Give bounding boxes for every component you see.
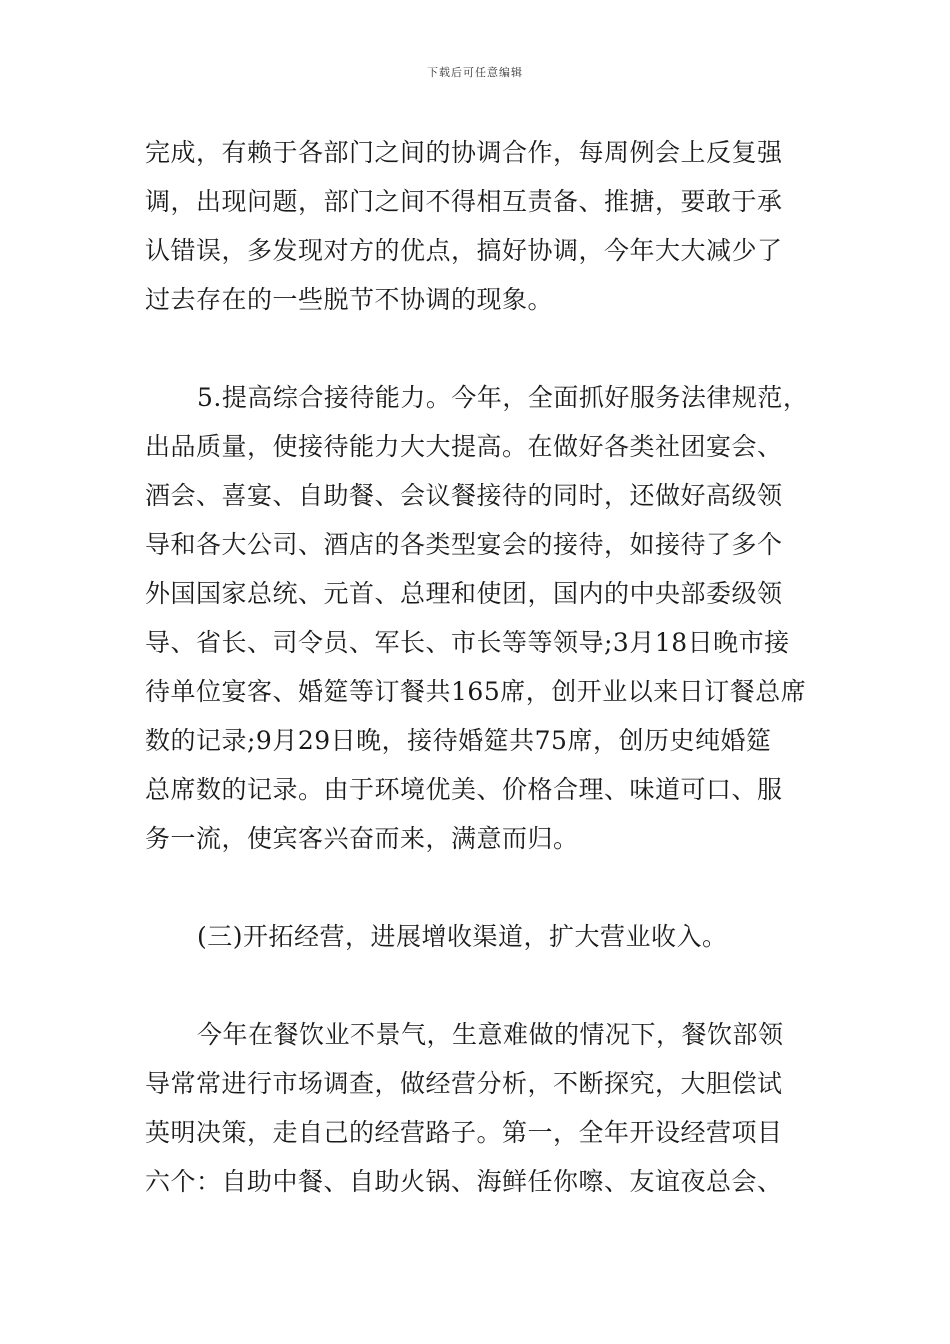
text-line: 5.提高综合接待能力。今年，全面抓好服务法律规范， — [197, 383, 809, 412]
text-line: 酒会、喜宴、自助餐、会议餐接待的同时，还做好高级领 — [145, 481, 783, 510]
section-heading-3 — [145, 912, 815, 961]
text-line: 导、省长、司令员、军长、市长等等领导;3月18日晚市接 — [145, 628, 790, 657]
document-body — [145, 128, 815, 1206]
text-line: 总席数的记录。由于环境优美、价格合理、味道可口、服 — [145, 775, 783, 804]
text-line: 六个：自助中餐、自助火锅、海鲜任你嚓、友谊夜总会、 — [145, 1167, 783, 1196]
text-line: 出品质量，使接待能力大大提高。在做好各类社团宴会、 — [145, 432, 783, 461]
page-header: 下载后可任意编辑 — [427, 66, 523, 79]
text-line: 今年在餐饮业不景气，生意难做的情况下，餐饮部领 — [197, 1020, 784, 1049]
text-line: 认错误，多发现对方的优点，搞好协调，今年大大减少了 — [145, 236, 783, 265]
paragraph-coordination — [145, 128, 815, 324]
text-line: 外国国家总统、元首、总理和使团，国内的中央部委级领 — [145, 579, 783, 608]
text-line: 数的记录;9月29日晚，接待婚筵共75席，创历史纯婚筵 — [145, 726, 772, 755]
text-line: 完成，有赖于各部门之间的协调合作，每周例会上反复强 — [145, 138, 783, 167]
paragraph-spacer — [145, 324, 815, 373]
text-line: 务一流，使宾客兴奋而来，满意而归。 — [145, 824, 579, 853]
text-line: (三)开拓经营，进展增收渠道，扩大营业收入。 — [197, 922, 728, 951]
paragraph-reception-capacity — [145, 373, 815, 863]
text-line: 导常常进行市场调查，做经营分析，不断探究，大胆偿试 — [145, 1069, 783, 1098]
paragraph-spacer — [145, 863, 815, 912]
paragraph-spacer — [145, 961, 815, 1010]
paragraph-business-expansion — [145, 1010, 815, 1206]
text-line: 英明决策，走自己的经营路子。第一，全年开设经营项目 — [145, 1118, 783, 1147]
text-line: 过去存在的一些脱节不协调的现象。 — [145, 285, 554, 314]
text-line: 导和各大公司、酒店的各类型宴会的接待，如接待了多个 — [145, 530, 783, 559]
text-line: 待单位宴客、婚筵等订餐共165席，创开业以来日订餐总席 — [145, 677, 807, 706]
text-line: 调，出现问题，部门之间不得相互责备、推搪，要敢于承 — [145, 187, 783, 216]
